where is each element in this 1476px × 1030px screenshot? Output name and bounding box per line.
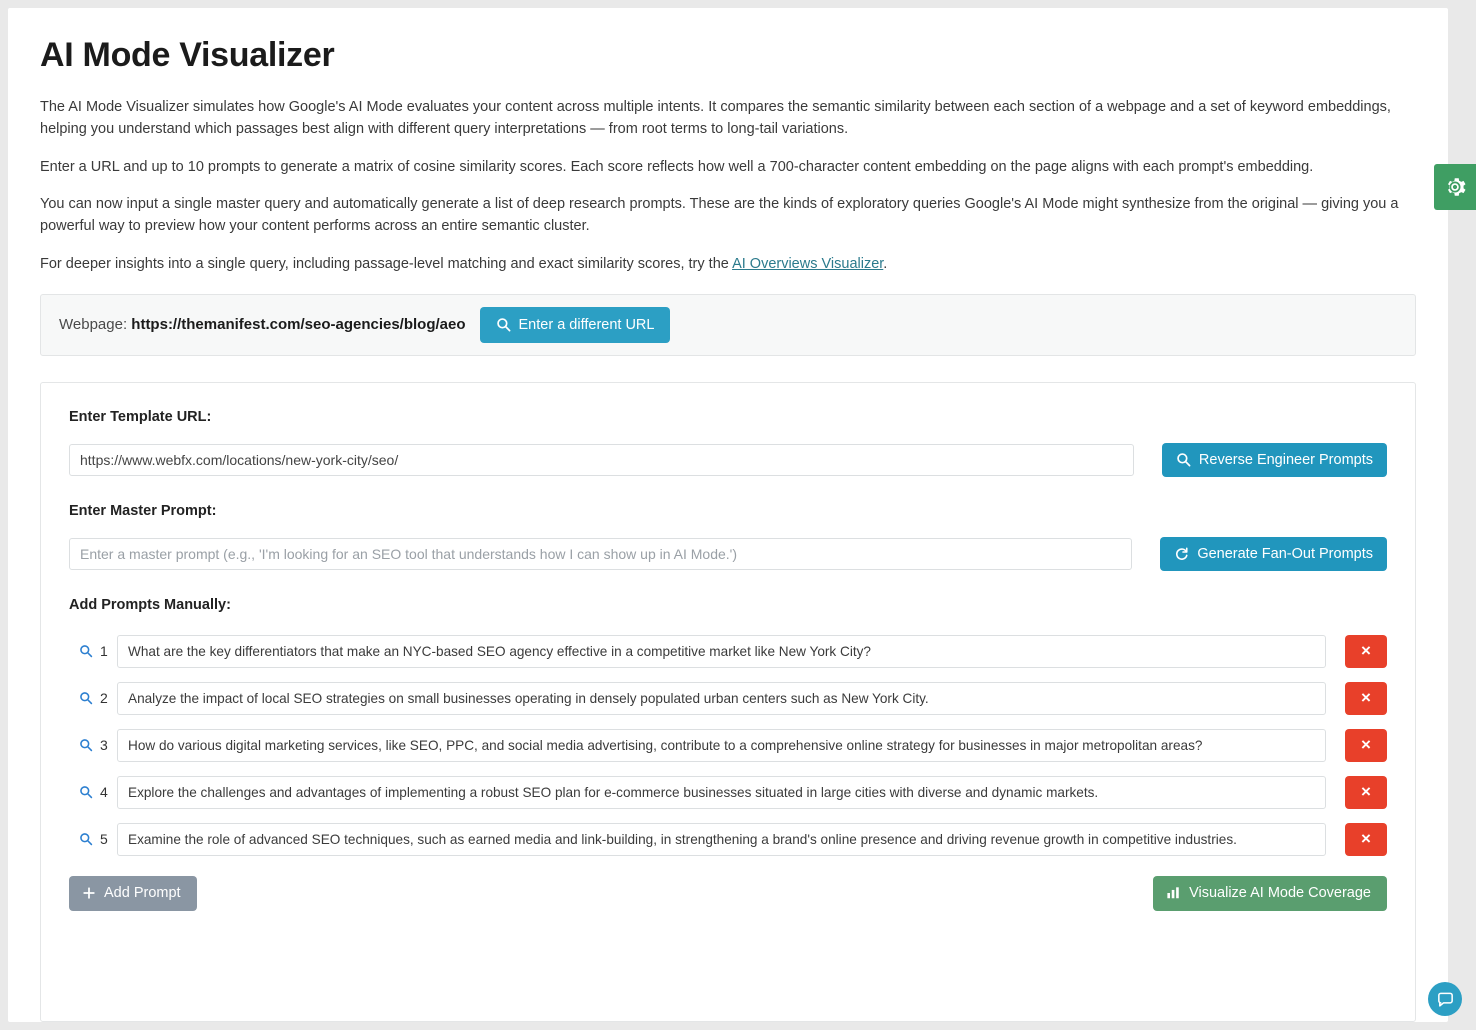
enter-different-url-label: Enter a different URL	[518, 316, 655, 333]
magnifier-icon	[79, 832, 93, 846]
generate-fanout-prompts-label: Generate Fan-Out Prompts	[1197, 545, 1373, 562]
refresh-icon	[1174, 546, 1189, 561]
master-prompt-input[interactable]	[69, 538, 1132, 570]
search-icon	[1176, 452, 1191, 467]
reverse-engineer-prompts-label: Reverse Engineer Prompts	[1198, 451, 1373, 468]
delete-prompt-button[interactable]	[1345, 729, 1387, 762]
prompt-index-label: 2	[100, 690, 108, 706]
close-icon: ×	[1361, 829, 1371, 848]
ai-overviews-visualizer-link[interactable]: AI Overviews Visualizer	[732, 255, 884, 272]
panel-footer	[69, 876, 1387, 911]
intro-paragraph-1: The AI Mode Visualizer simulates how Google's AI Mode evaluates your content across multiple intents. It compares the semantic similarity between each section of a webpage and a set of keyword embeddings, helping you understand which passages best align with different query interpretations — from root terms to long-tail variations.	[40, 99, 1391, 137]
plus-icon	[82, 886, 96, 900]
close-icon: ×	[1361, 641, 1371, 660]
master-prompt-row	[69, 537, 1387, 571]
main-card	[8, 8, 1448, 1022]
prompt-input[interactable]	[117, 729, 1326, 762]
prompt-index-label: 4	[100, 784, 108, 800]
prompt-index	[69, 690, 117, 706]
prompt-index	[69, 643, 117, 659]
webpage-label-text: Webpage:	[59, 316, 128, 333]
prompt-row	[69, 776, 1387, 809]
prompt-input[interactable]	[117, 823, 1326, 856]
prompt-index	[69, 831, 117, 847]
add-prompt-button[interactable]	[69, 876, 197, 911]
visualize-coverage-label: Visualize AI Mode Coverage	[1189, 885, 1371, 901]
prompt-input[interactable]	[117, 635, 1326, 668]
magnifier-icon	[79, 691, 93, 705]
template-url-input[interactable]	[69, 444, 1134, 476]
intro-paragraph-3: You can now input a single master query and automatically generate a list of deep research prompts. These are the kinds of exploratory queries Google's AI Mode might synthesize from the original — giving you a powerful way to preview how your content performs across an entire semantic cluster.	[40, 196, 1399, 234]
intro-paragraph-2: Enter a URL and up to 10 prompts to generate a matrix of cosine similarity scores. Each score reflects how well a 700-character content embedding on the page aligns with each prompt's embedding.	[40, 158, 1314, 175]
delete-prompt-button[interactable]	[1345, 823, 1387, 856]
delete-prompt-button[interactable]	[1345, 635, 1387, 668]
prompt-row	[69, 682, 1387, 715]
prompt-index	[69, 737, 117, 753]
intro-paragraph-4-post: .	[883, 255, 888, 272]
webpage-label	[59, 316, 466, 333]
prompt-row	[69, 729, 1387, 762]
page-title: AI Mode Visualizer	[40, 36, 335, 74]
webpage-bar	[40, 294, 1416, 356]
delete-prompt-button[interactable]	[1345, 776, 1387, 809]
prompt-index-label: 5	[100, 831, 108, 847]
prompt-index	[69, 784, 117, 800]
template-url-row	[69, 443, 1387, 477]
close-icon: ×	[1361, 782, 1371, 801]
settings-tab[interactable]	[1434, 164, 1476, 210]
delete-prompt-button[interactable]	[1345, 682, 1387, 715]
close-icon: ×	[1361, 735, 1371, 754]
prompt-list	[69, 635, 1387, 856]
bar-chart-icon	[1166, 886, 1181, 900]
prompt-input[interactable]	[117, 682, 1326, 715]
enter-different-url-button[interactable]	[480, 307, 671, 343]
prompt-input[interactable]	[117, 776, 1326, 809]
prompt-row	[69, 823, 1387, 856]
prompt-index-label: 3	[100, 737, 108, 753]
prompt-index-label: 1	[100, 643, 108, 659]
search-icon	[496, 317, 511, 332]
chat-icon	[1436, 990, 1455, 1009]
visualize-coverage-button[interactable]	[1153, 876, 1387, 911]
intro-paragraph-4-pre: For deeper insights into a single query, including passage-level matching and exact similarity scores, try the	[40, 255, 733, 272]
prompt-row	[69, 635, 1387, 668]
webpage-url-value: https://themanifest.com/seo-agencies/blog/aeo	[131, 316, 466, 333]
gear-icon	[1443, 175, 1467, 199]
add-prompt-label: Add Prompt	[104, 885, 181, 901]
intro-paragraph-4	[40, 254, 1416, 276]
reverse-engineer-prompts-button[interactable]	[1162, 443, 1387, 477]
close-icon: ×	[1361, 688, 1371, 707]
add-prompts-label: Add Prompts Manually:	[69, 596, 231, 613]
prompt-builder-panel	[40, 382, 1416, 1022]
magnifier-icon	[79, 785, 93, 799]
generate-fanout-prompts-button[interactable]	[1160, 537, 1387, 571]
magnifier-icon	[79, 738, 93, 752]
chat-support-button[interactable]	[1428, 982, 1462, 1016]
master-prompt-label: Enter Master Prompt:	[69, 502, 217, 519]
template-url-label: Enter Template URL:	[69, 408, 212, 425]
magnifier-icon	[79, 644, 93, 658]
